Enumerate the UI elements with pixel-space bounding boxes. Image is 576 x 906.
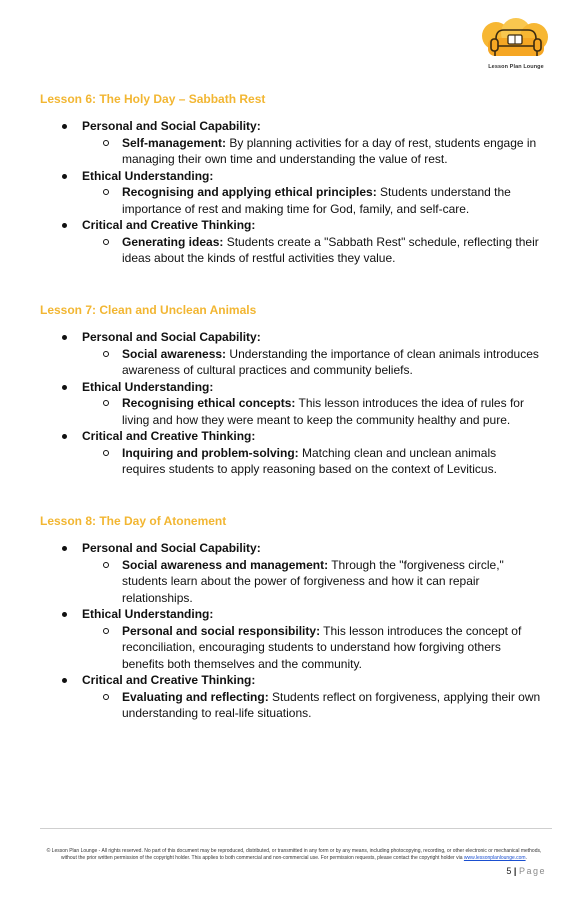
brand-logo: [482, 18, 550, 74]
bullet-disc-icon: [62, 385, 67, 390]
detail-term: Evaluating and reflecting:: [122, 689, 269, 704]
detail-text: Students understand the importance of rest and making time for God, family, and self-care.: [122, 185, 511, 216]
footer-copyright: [42, 848, 546, 862]
website-link[interactable]: www.lessonplanlounge.com: [463, 855, 526, 861]
lesson-title: Lesson 8: The Day of Atonement: [40, 514, 227, 528]
sofa-logo-icon: [482, 18, 550, 64]
page-number: [506, 866, 546, 876]
capability-detail: [40, 689, 550, 722]
capability-detail: [40, 395, 550, 428]
capability-name: Personal and Social Capability:: [82, 541, 261, 555]
page-separator: |: [513, 866, 517, 876]
bullet-disc-icon: [62, 124, 67, 129]
capability-item: [40, 118, 550, 135]
capability-item: [40, 540, 550, 557]
detail-term: Generating ideas:: [122, 234, 224, 249]
bullet-circle-icon: [103, 351, 109, 357]
capability-item: [40, 217, 550, 234]
detail-term: Recognising ethical concepts:: [122, 396, 296, 410]
capability-name: Ethical Understanding:: [82, 607, 214, 621]
bullet-disc-icon: [62, 223, 67, 228]
detail-text: Matching clean and unclean animals requires students to apply reasoning based on the context of Leviticus.: [122, 445, 497, 476]
lesson-title: Lesson 7: Clean and Unclean Animals: [40, 303, 257, 317]
detail-text: This lesson introduces the concept of reconciliation, encouraging students to understand how forgiving others benefits both themselves and the community.: [122, 623, 522, 671]
capability-detail: [40, 623, 550, 673]
bullet-circle-icon: [103, 562, 109, 568]
capability-name: Personal and Social Capability:: [82, 330, 261, 344]
detail-term: Personal and social responsibility:: [122, 623, 321, 638]
bullet-circle-icon: [103, 628, 109, 634]
capability-item: [40, 329, 550, 346]
page-word: Page: [518, 866, 546, 876]
lesson-title: Lesson 6: The Holy Day – Sabbath Rest: [40, 92, 266, 106]
bullet-circle-icon: [103, 189, 109, 195]
bullet-circle-icon: [103, 694, 109, 700]
bullet-disc-icon: [62, 335, 67, 340]
detail-text: This lesson introduces the idea of rules for living and how they were meant to keep the community healthy and pure.: [122, 396, 524, 427]
capability-detail: [40, 184, 550, 217]
capability-item: [40, 672, 550, 689]
capability-name: Personal and Social Capability:: [82, 119, 261, 133]
capability-item: [40, 428, 550, 445]
capability-detail: [40, 234, 550, 267]
footer-divider: [40, 828, 552, 829]
capability-item: [40, 379, 550, 396]
bullet-disc-icon: [62, 546, 67, 551]
capability-name: Ethical Understanding:: [82, 168, 214, 183]
bullet-disc-icon: [62, 434, 67, 439]
capability-name: Critical and Creative Thinking:: [82, 218, 256, 232]
bullet-circle-icon: [103, 140, 109, 146]
lesson-6-section: [40, 92, 550, 267]
bullet-disc-icon: [62, 174, 67, 179]
bullet-circle-icon: [103, 400, 109, 406]
capability-name: Critical and Creative Thinking:: [82, 673, 256, 687]
detail-text: Understanding the importance of clean animals introduces awareness of cultural practices and community beliefs.: [122, 346, 539, 377]
capability-item: [40, 168, 550, 185]
detail-text: By planning activities for a day of rest, students engage in managing their own time and understanding the value of rest.: [122, 135, 537, 166]
detail-text: Through the "forgiveness circle," students learn about the power of forgiveness and how it can repair relationships.: [122, 557, 504, 605]
capability-detail: [40, 557, 550, 607]
detail-text: Students reflect on forgiveness, applying their own understanding to real-life situations.: [122, 689, 541, 720]
capability-detail: [40, 135, 550, 168]
detail-text: Students create a "Sabbath Rest" schedule, reflecting their ideas about the kinds of restful activities they value.: [122, 234, 539, 265]
bullet-disc-icon: [62, 678, 67, 683]
bullet-circle-icon: [103, 450, 109, 456]
capability-detail: [40, 346, 550, 379]
lesson-7-section: [40, 303, 550, 478]
capability-item: [40, 606, 550, 623]
detail-term: Recognising and applying ethical principles:: [122, 185, 377, 199]
detail-term: Social awareness and management:: [122, 557, 329, 572]
capability-detail: [40, 445, 550, 478]
detail-term: Self-management:: [122, 135, 227, 150]
page-number-value: 5: [506, 866, 512, 876]
detail-term: Inquiring and problem-solving:: [122, 445, 299, 460]
capability-name: Ethical Understanding:: [82, 379, 214, 394]
bullet-disc-icon: [62, 612, 67, 617]
copyright-text: © Lesson Plan Lounge - All rights reserved. No part of this document may be reproduced, distributed, or transmitted in any form or by any means, including photocopying, recording, or other electronic or mechanical methods, without the prior written permission of the copyright holder. This applies to both commercial and non-commercial use. For permission requests, please contact the copyright holder via: [46, 848, 542, 861]
link-suffix: .: [525, 855, 527, 861]
capability-name: Critical and Creative Thinking:: [82, 429, 256, 443]
lesson-8-section: [40, 514, 550, 722]
detail-term: Social awareness:: [122, 346, 227, 361]
logo-caption: Lesson Plan Lounge: [488, 64, 544, 70]
bullet-circle-icon: [103, 239, 109, 245]
